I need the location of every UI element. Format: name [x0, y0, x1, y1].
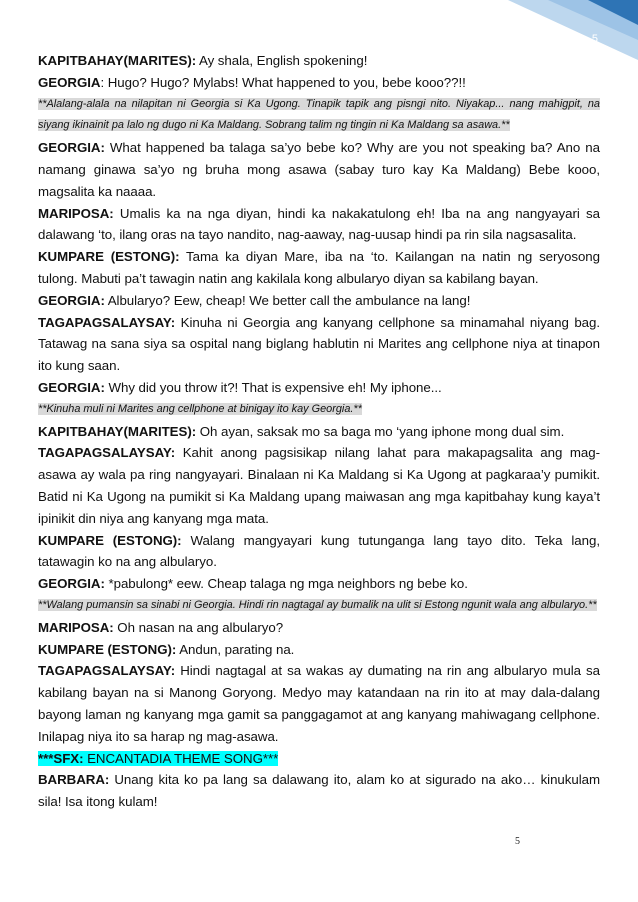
- dialogue-line: [38, 290, 600, 312]
- line-text: Albularyo? Eew, cheap! We better call the ambulance na lang!: [104, 292, 471, 308]
- line-text: Andun, parating na.: [176, 641, 295, 657]
- line-text: Kinuha ni Georgia ang kanyang cellphone sa minamahal niyang bag. Tatawag na sana siya sa ospital nang biglang hablutin ni Marites ang cellphone niya at tinapon ito kung saan.: [38, 314, 600, 374]
- dialogue-line: [38, 769, 600, 813]
- line-text: *pabulong* eew. Cheap talaga ng mga neighbors ng bebe ko.: [104, 576, 468, 592]
- dialogue-line: [38, 530, 600, 574]
- dialogue-line: [38, 639, 600, 661]
- stage-direction: [38, 399, 600, 421]
- dialogue-line: [38, 137, 600, 202]
- script-body: [38, 50, 600, 813]
- sfx-cue: [38, 748, 600, 770]
- speaker-name: GEORGIA: [38, 74, 101, 90]
- speaker-name: GEORGIA:: [38, 576, 105, 592]
- speaker-name: GEORGIA:: [38, 140, 105, 156]
- line-text: What happened ba talaga sa’yo bebe ko? Why are you not speaking ba? Ano na namang ginawa sa’yo ng bruha mong asawa (sabay turo kay Ka Maldang) Bebe kooo, magsalita ka naaaa.: [38, 140, 600, 199]
- dialogue-line: [38, 50, 600, 72]
- dialogue-line: [38, 442, 600, 529]
- speaker-name: TAGAPAGSALAYSAY:: [38, 314, 176, 330]
- stage-direction: [38, 94, 600, 138]
- dialogue-line: [38, 573, 600, 595]
- dialogue-line: [38, 72, 600, 94]
- sfx-text: ENCANTADIA THEME SONG***: [83, 750, 279, 766]
- stage-direction-text: **Alalang-alala na nilapitan ni Georgia si Ka Ugong. Tinapik tapik ang pisngi nito. Niyakap... nang mahigpit, na siyang ikinainit pa lalo ng dugo ni Ka Maldang. Sobrang talim ng tingin ni Ka Maldang sa asawa.**: [38, 97, 600, 132]
- line-text: Oh ayan, saksak mo sa baga mo ‘yang iphone mong dual sim.: [196, 423, 565, 439]
- page-number-top: 5: [591, 33, 598, 45]
- speaker-name: KAPITBAHAY(MARITES):: [38, 53, 197, 68]
- line-text: : Hugo? Hugo? Mylabs! What happened to you, bebe kooo??!!: [100, 74, 466, 90]
- dialogue-line: [38, 617, 600, 639]
- line-text: Kahit anong pagsisikap nilang lahat para makapagsalita ang mag-asawa ay wala pa ring nangyayari. Binalaan ni Ka Maldang si Ka Ugong at pagkaraa’y pumikit. Batid ni Ka Ugong na pumikit si Ka Maldang upang maiwasan ang mga kapitbahay kung kaya’t ipinikit din niya ang kanyang mga mata.: [38, 445, 600, 526]
- speaker-name: TAGAPAGSALAYSAY:: [38, 445, 176, 461]
- sfx-prefix: ***SFX:: [38, 750, 84, 766]
- speaker-name: KAPITBAHAY(MARITES):: [38, 423, 197, 439]
- line-text: Tama ka diyan Mare, iba na ‘to. Kailangan na natin ng seryosong tulong. Mabuti pa’t tawagin natin ang kakilala kong albularyo diyan sa kabilang bayan.: [38, 249, 600, 286]
- dialogue-line: [38, 660, 600, 747]
- dialogue-line: [38, 421, 600, 443]
- dialogue-line: [38, 312, 600, 377]
- line-text: Umalis ka na nga diyan, hindi ka nakakatulong eh! Iba na ang nangyayari sa dalawang ‘to, ilang oras na tayo nandito, nag-aaway, nag-uusap hindi pa rin sila nagsasalita.: [38, 205, 600, 243]
- speaker-name: MARIPOSA:: [38, 205, 114, 221]
- speaker-name: MARIPOSA:: [38, 619, 114, 635]
- line-text: Walang mangyayari kung tutunganga lang tayo dito. Teka lang, tatawagin ko na ang albularyo.: [38, 532, 600, 570]
- stage-direction: [38, 595, 600, 617]
- speaker-name: TAGAPAGSALAYSAY:: [38, 663, 176, 679]
- speaker-name: KUMPARE (ESTONG):: [38, 641, 177, 657]
- line-text: Ay shala, English spokening!: [196, 53, 368, 68]
- dialogue-line: [38, 377, 600, 399]
- line-text: Hindi nagtagal at sa wakas ay dumating na rin ang albularyo mula sa kabilang bayan na si Manong Goryong. Medyo may katandaan na rin ito at may dala-dalang bayong laman ng kanyang mga gamit sa panggagamot at ang kanyang mahiwagang cellphone. Inilapag niya ito sa harap ng mag-asawa.: [38, 663, 600, 744]
- line-text: Why did you throw it?! That is expensive eh! My iphone...: [104, 379, 442, 395]
- speaker-name: GEORGIA:: [38, 292, 105, 308]
- line-text: Oh nasan na ang albularyo?: [113, 619, 284, 635]
- page-number-bottom: 5: [515, 836, 520, 847]
- speaker-name: BARBARA:: [38, 772, 110, 788]
- dialogue-line: [38, 203, 600, 247]
- dialogue-line: [38, 246, 600, 290]
- speaker-name: GEORGIA:: [38, 379, 105, 395]
- speaker-name: KUMPARE (ESTONG):: [38, 249, 180, 265]
- speaker-name: KUMPARE (ESTONG):: [38, 532, 182, 548]
- stage-direction-text: **Walang pumansin sa sinabi ni Georgia. Hindi rin nagtagal ay bumalik na ulit si Estong ngunit wala ang albularyo.**: [38, 598, 597, 611]
- stage-direction-text: **Kinuha muli ni Marites ang cellphone at binigay ito kay Georgia.**: [38, 402, 362, 415]
- line-text: Unang kita ko pa lang sa dalawang ito, alam ko at sigurado na ako… kinukulam sila! Isa itong kulam!: [38, 772, 600, 810]
